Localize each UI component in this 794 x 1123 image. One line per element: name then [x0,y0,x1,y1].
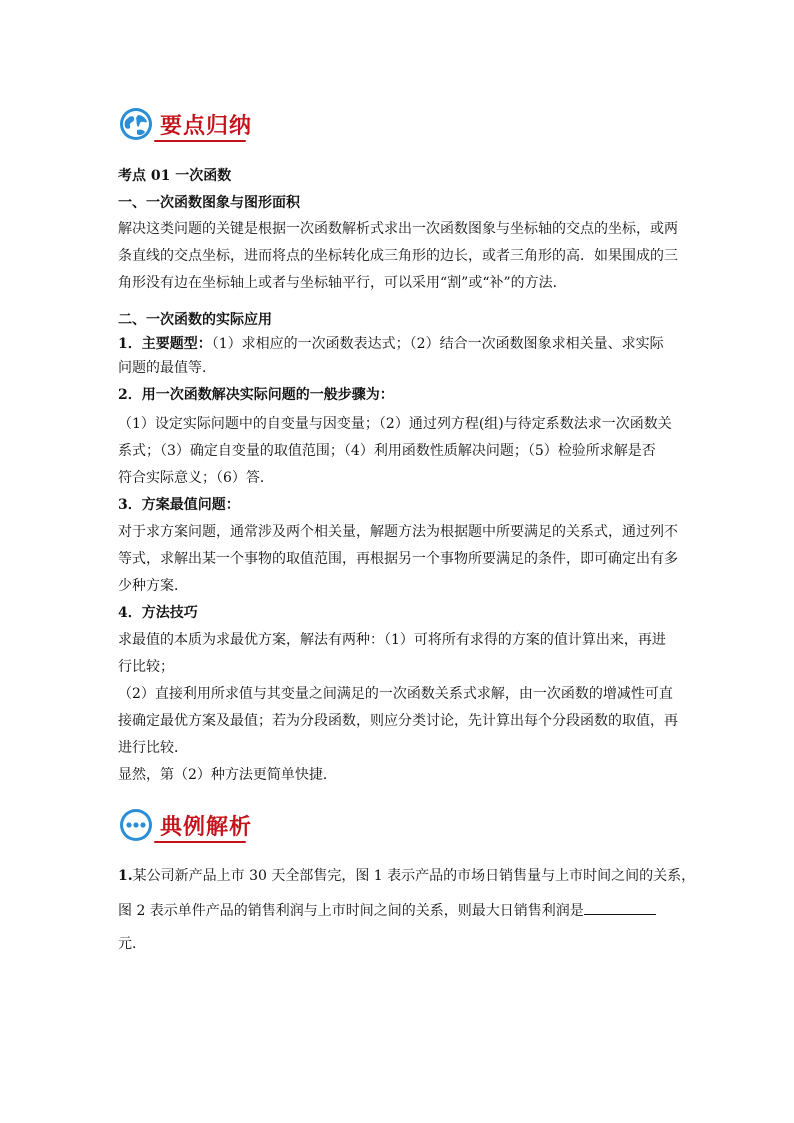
paragraph-line: （2）直接利用所求值与其变量之间满足的一次函数关系式求解，由一次函数的增减性可直 [118,686,673,702]
example-line [118,900,656,921]
globe-icon [118,106,154,142]
part2-heading: 二、一次函数的实际应用 [118,312,272,328]
paragraph-line: 系式；（3）确定自变量的取值范围；（4）利用函数性质解决问题；（5）检验所求解是否 [118,443,656,459]
paragraph-line: 接确定最优方案及最值；若为分段函数，则应分类讨论，先计算出每个分段函数的取值，再 [118,713,678,729]
section-header-examples [118,807,252,843]
paragraph-line: （1）设定实际问题中的自变量与因变量；（2）通过列方程(组)与待定系数法求一次函数关 [118,416,672,432]
paragraph-line: 求最值的本质为求最优方案，解法有两种：（1）可将所有求得的方案的值计算出来，再进 [118,632,666,648]
item1-line [118,334,664,354]
item1-label: 1．主要题型： [118,336,212,352]
paragraph-line: 条直线的交点坐标，进而将点的坐标转化成三角形的边长，或者三角形的高．如果围成的三 [118,248,678,264]
item2-label: 2．用一次函数解决实际问题的一般步骤为： [118,387,394,403]
kaodian-title: 考点 01 一次函数 [118,168,232,184]
paragraph-line: 等式，求解出某一个事物的取值范围，再根据另一个事物所要满足的条件，即可确定出有多 [118,551,678,567]
paragraph-line: 少种方案． [118,578,188,594]
example-text: 某公司新产品上市 30 天全部售完，图 1 表示产品的市场日销售量与上市时间之间的关系， [132,868,696,884]
ellipsis-circle-icon [118,807,154,843]
item3-label: 3．方案最值问题： [118,497,240,513]
item1-text: （1）求相应的一次函数表达式；（2）结合一次函数图象求相关量、求实际 [211,336,664,352]
example-text: 图 2 表示单件产品的销售利润与上市时间之间的关系，则最大日销售利润是 [118,903,584,919]
item4-label: 4．方法技巧 [118,605,198,621]
answer-blank[interactable] [584,900,656,915]
example-line [118,866,695,886]
section-underline [154,841,246,843]
paragraph-line: 进行比较． [118,740,188,756]
example-number: 1. [118,868,133,884]
paragraph-line: 解决这类问题的关键是根据一次函数解析式求出一次函数图象与坐标轴的交点的坐标，或两 [118,221,678,237]
paragraph-line: 行比较； [118,659,174,675]
section-underline [154,140,246,142]
section-header-key-points [118,106,252,142]
paragraph-line: 对于求方案问题，通常涉及两个相关量，解题方法为根据题中所要满足的关系式，通过列不 [118,524,678,540]
example-line: 元． [118,936,146,952]
section-title: 要点归纳 [160,113,253,139]
section-title: 典例解析 [160,814,253,840]
paragraph-line: 角形没有边在坐标轴上或者与坐标轴平行，可以采用“割”或“补”的方法． [118,275,567,291]
paragraph-line: 问题的最值等． [118,360,216,376]
part1-heading: 一、一次函数图象与图形面积 [118,195,300,211]
paragraph-line: 符合实际意义；（6）答． [118,470,274,486]
paragraph-line: 显然，第（2）种方法更简单快捷． [118,767,337,783]
